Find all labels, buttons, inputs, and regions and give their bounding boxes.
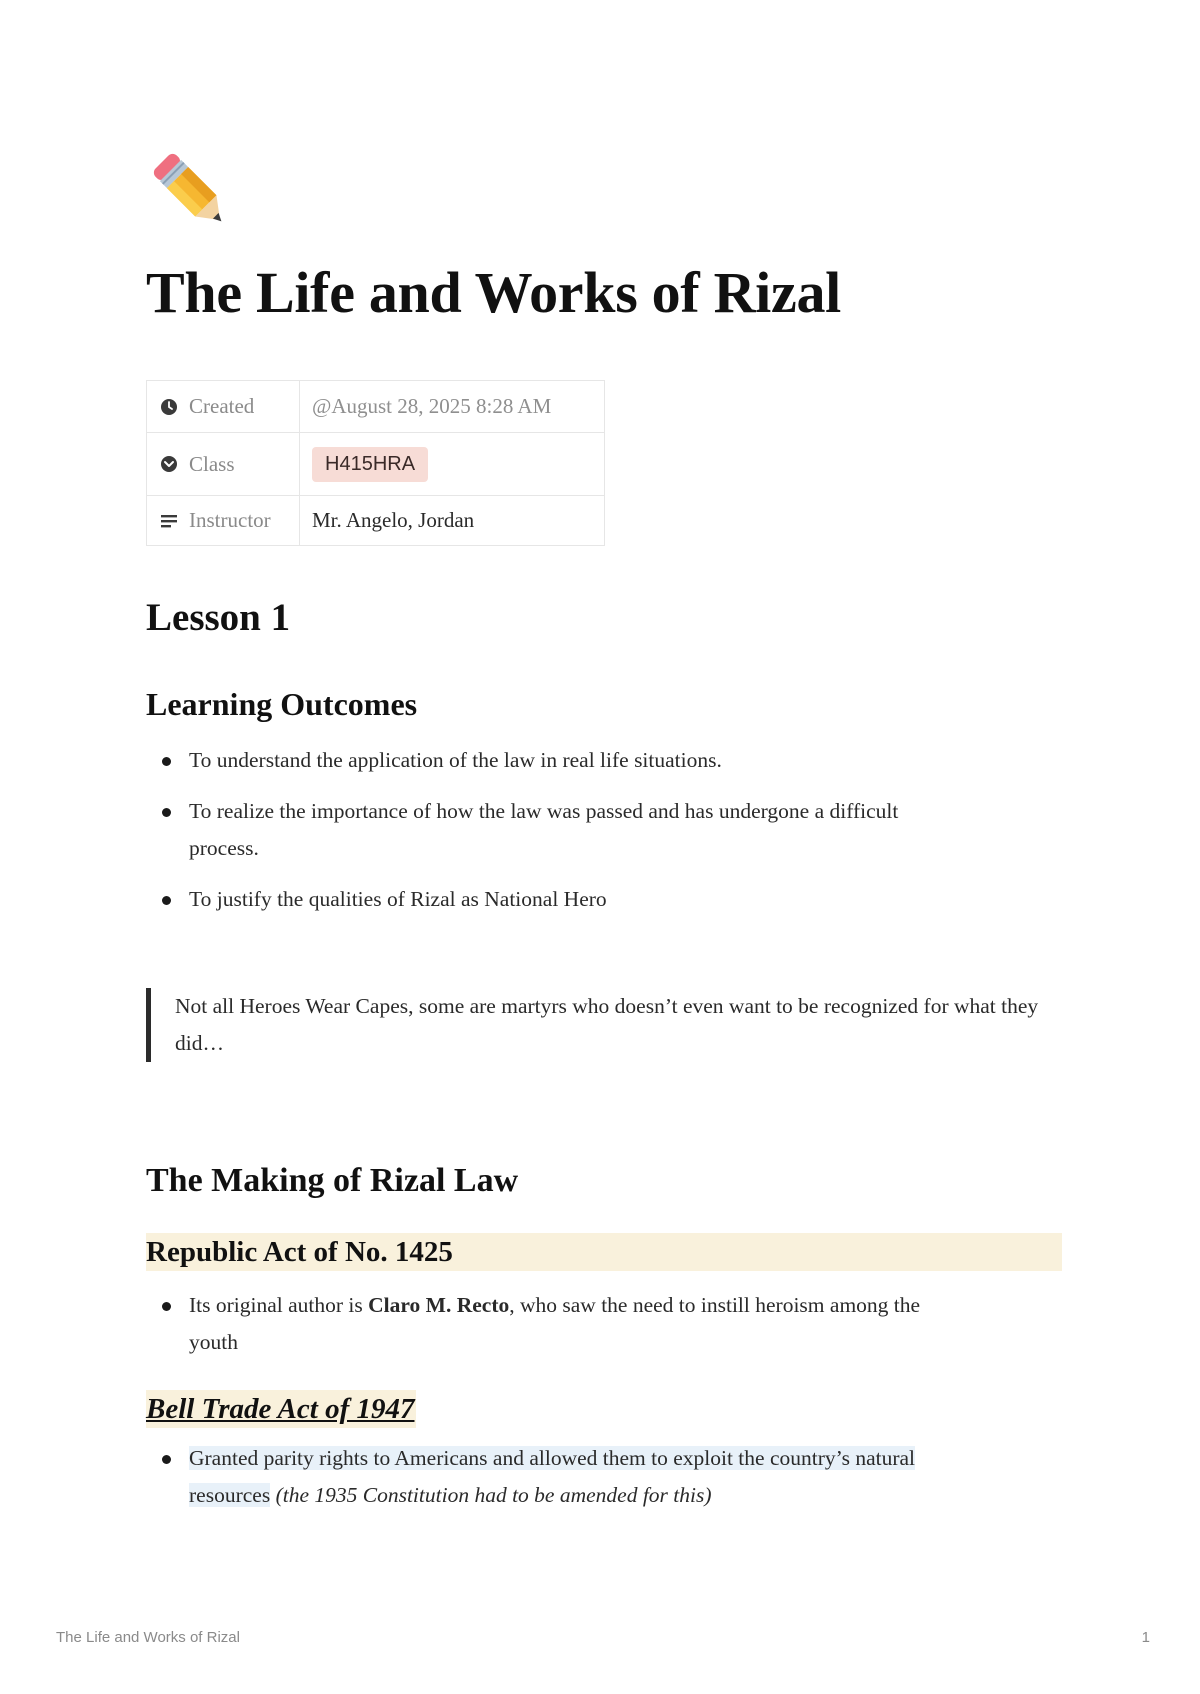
republic-act-heading: Republic Act of No. 1425	[146, 1233, 1062, 1271]
quote-block: Not all Heroes Wear Capes, some are martyrs who doesn’t even want to be recognized for what they did…	[146, 988, 1066, 1062]
text-lines-icon	[159, 511, 179, 531]
author-name: Claro M. Recto	[368, 1293, 510, 1317]
bell-italic-note: (the 1935 Constitution had to be amended for this)	[270, 1483, 712, 1507]
select-circle-icon	[159, 454, 179, 474]
republic-text-post: , who saw the need to instill heroism among the youth	[189, 1293, 921, 1354]
making-heading: The Making of Rizal Law	[146, 1162, 519, 1199]
page-title: The Life and Works of Rizal	[146, 260, 841, 325]
created-label: Created	[189, 394, 255, 418]
class-tag[interactable]: H415HRA	[312, 447, 428, 482]
bell-trade-heading: Bell Trade Act of 1947	[146, 1390, 416, 1428]
lesson-heading: Lesson 1	[146, 596, 291, 639]
instructor-value[interactable]: Mr. Angelo, Jordan	[312, 508, 475, 532]
clock-icon	[159, 397, 179, 417]
pencil-icon	[146, 146, 236, 236]
bell-highlight-text: Granted parity rights to Americans and allowed them to exploit the country’s natural resources	[189, 1446, 916, 1507]
property-row-instructor	[147, 496, 605, 546]
property-row-created	[147, 381, 605, 433]
list-item	[146, 1440, 1066, 1514]
bell-list	[146, 1440, 1066, 1528]
list-item: To understand the application of the law in real life situations.	[146, 742, 1066, 779]
republic-text-pre: Its original author is	[189, 1293, 369, 1317]
republic-list	[146, 1287, 1066, 1375]
list-item: To justify the qualities of Rizal as National Hero	[146, 881, 1066, 918]
list-item: To realize the importance of how the law was passed and has undergone a difficult process.	[146, 793, 1066, 867]
property-row-class	[147, 433, 605, 496]
footer-title: The Life and Works of Rizal	[56, 1629, 240, 1646]
page-number: 1	[1141, 1629, 1150, 1646]
instructor-label: Instructor	[189, 508, 271, 532]
properties-table	[146, 380, 605, 546]
outcomes-list	[146, 742, 1066, 932]
created-value[interactable]: @August 28, 2025 8:28 AM	[312, 394, 552, 418]
outcomes-heading: Learning Outcomes	[146, 686, 418, 722]
class-label: Class	[189, 451, 235, 476]
list-item	[146, 1287, 1066, 1361]
